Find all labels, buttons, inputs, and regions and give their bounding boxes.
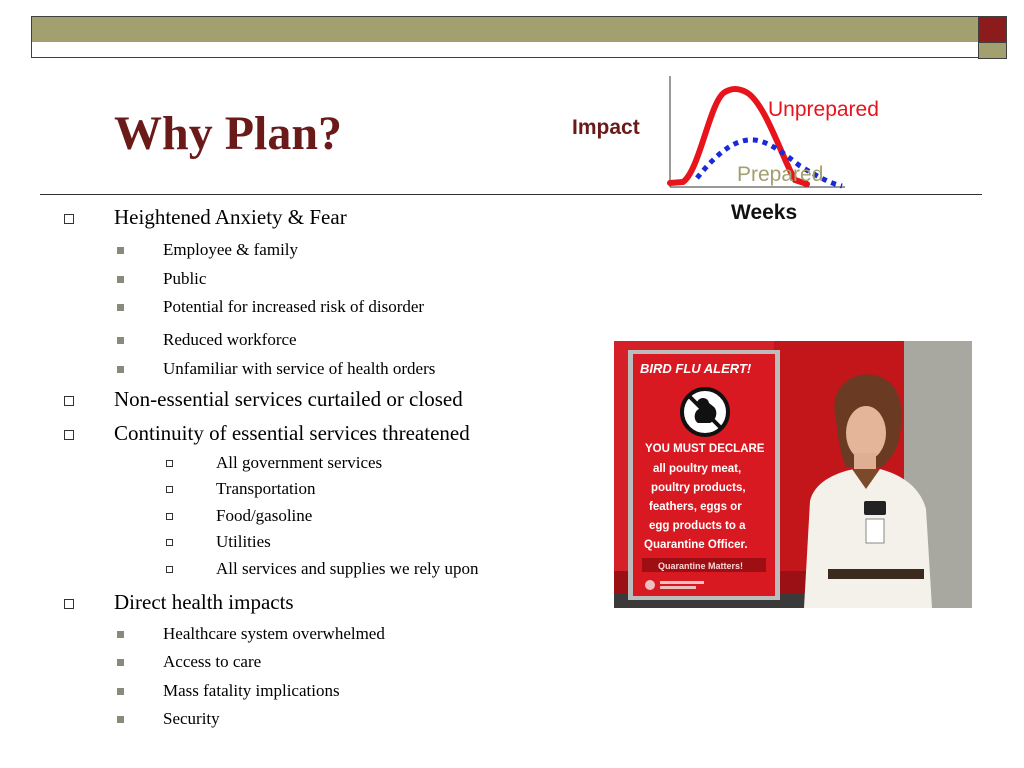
- bullet-item: Direct health impacts: [114, 590, 294, 614]
- crest-icon: [645, 580, 655, 590]
- sub-bullet-item: Healthcare system overwhelmed: [163, 624, 385, 643]
- bullet-marker: [64, 599, 74, 609]
- sub-bullet-marker: [117, 337, 124, 344]
- page-title: Why Plan?: [114, 107, 343, 160]
- sub-bullet-item: Unfamiliar with service of health orders: [163, 359, 436, 378]
- bullet-item: Continuity of essential services threatened: [114, 421, 470, 445]
- sign-line-6: Quarantine Officer.: [644, 539, 748, 551]
- sub-bullet-item: Public: [163, 269, 207, 288]
- sub-bullet-marker: [166, 513, 173, 520]
- sub-bullet-marker: [117, 659, 124, 666]
- sub-bullet-item: Access to care: [163, 652, 262, 671]
- sub-bullet-item: Mass fatality implications: [163, 681, 340, 700]
- x-axis-label: Weeks: [731, 201, 798, 224]
- sign-line-2: all poultry meat,: [653, 463, 742, 475]
- sign-header: BIRD FLU ALERT!: [640, 361, 752, 376]
- sub-bullet-item: Utilities: [216, 532, 271, 551]
- bullet-marker: [64, 396, 74, 406]
- bullet-item: Non-essential services curtailed or closed: [114, 387, 463, 411]
- sub-bullet-marker: [117, 716, 124, 723]
- bullet-item: Heightened Anxiety & Fear: [114, 205, 347, 229]
- sub-bullet-marker: [117, 631, 124, 638]
- sub-bullet-marker: [166, 460, 173, 467]
- sub-bullet-marker: [117, 247, 124, 254]
- sub-bullet-item: Reduced workforce: [163, 330, 297, 349]
- sub-bullet-item: Food/gasoline: [216, 506, 313, 525]
- sign-line-3: poultry products,: [651, 482, 746, 494]
- sub-bullet-item: All services and supplies we rely upon: [216, 559, 479, 578]
- corner-block-olive: [978, 42, 1007, 59]
- sub-bullet-marker: [166, 486, 173, 493]
- y-axis-label: Impact: [572, 116, 640, 139]
- sign-line-5: egg products to a: [649, 520, 746, 532]
- sub-bullet-item: Potential for increased risk of disorder: [163, 297, 425, 316]
- bullet-marker: [64, 214, 74, 224]
- no-chicken-icon: [682, 389, 728, 435]
- sub-bullet-marker: [166, 566, 173, 573]
- bird-flu-photo: [614, 341, 972, 608]
- sub-bullet-marker: [117, 276, 124, 283]
- sign-footer: Quarantine Matters!: [658, 561, 744, 571]
- sub-bullet-item: Transportation: [216, 479, 316, 498]
- sign-line-1: YOU MUST DECLARE: [645, 443, 765, 455]
- sign-line-4: feathers, eggs or: [649, 501, 742, 513]
- sub-bullet-item: Security: [163, 709, 220, 728]
- corner-block-red: [978, 16, 1007, 42]
- sub-bullet-marker: [117, 366, 124, 373]
- unprepared-label: Unprepared: [768, 98, 879, 121]
- bullet-marker: [64, 430, 74, 440]
- prepared-label: Prepared: [737, 163, 824, 186]
- sub-bullet-item: All government services: [216, 453, 383, 472]
- sub-bullet-marker: [166, 539, 173, 546]
- sub-bullet-marker: [117, 688, 124, 695]
- sub-bullet-marker: [117, 304, 124, 311]
- sub-bullet-item: Employee & family: [163, 240, 299, 259]
